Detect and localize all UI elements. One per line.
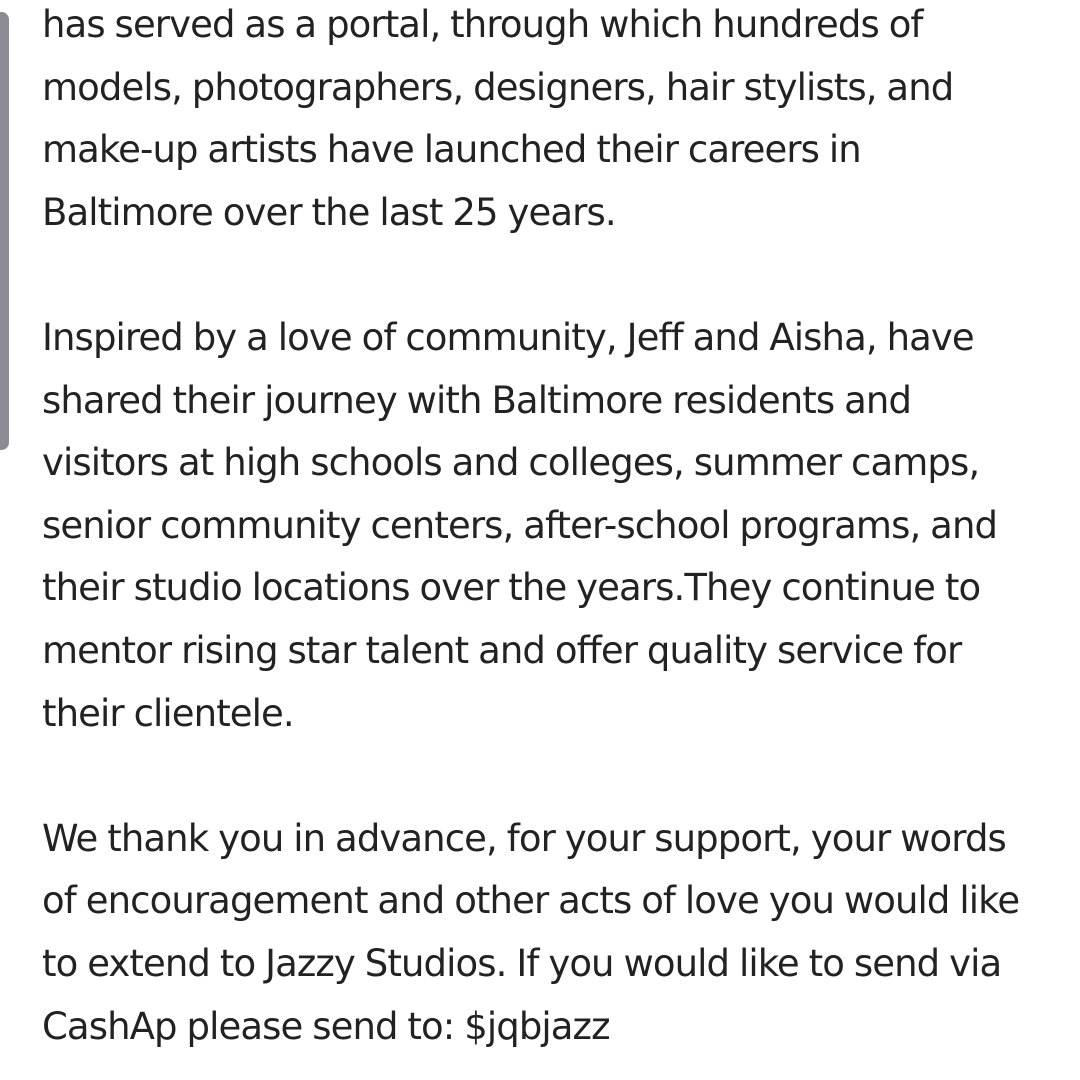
paragraph-community bbox=[42, 307, 1052, 745]
text-line: We thank you in advance, for your support, your words bbox=[42, 816, 1006, 860]
text-line: Baltimore over the last 25 years. bbox=[42, 190, 616, 234]
text-line: shared their journey with Baltimore residents and bbox=[42, 378, 912, 422]
text-line: CashAp please send to: $jqbjazz bbox=[42, 1004, 610, 1048]
paragraph-thanks bbox=[42, 808, 1052, 1058]
text-line: models, photographers, designers, hair stylists, and bbox=[42, 65, 954, 109]
scrollbar-thumb[interactable] bbox=[0, 12, 9, 450]
text-line: visitors at high schools and colleges, summer camps, bbox=[42, 441, 980, 485]
text-line: their studio locations over the years.They continue to bbox=[42, 566, 981, 610]
text-line: has served as a portal, through which hundreds of bbox=[42, 3, 923, 46]
text-line: of encouragement and other acts of love you would like bbox=[42, 879, 1020, 923]
paragraph-spacer bbox=[42, 244, 1052, 307]
article-body bbox=[42, 0, 1052, 1058]
text-line: Inspired by a love of community, Jeff and Aisha, have bbox=[42, 315, 974, 359]
text-line: their clientele. bbox=[42, 691, 294, 735]
paragraph-spacer bbox=[42, 745, 1052, 808]
text-line: mentor rising star talent and offer quality service for bbox=[42, 628, 962, 672]
text-line: to extend to Jazzy Studios. If you would like to send via bbox=[42, 941, 1002, 985]
paragraph-portal-history bbox=[42, 0, 1052, 244]
text-line: make-up artists have launched their careers in bbox=[42, 128, 861, 172]
text-line: senior community centers, after-school programs, and bbox=[42, 503, 998, 547]
